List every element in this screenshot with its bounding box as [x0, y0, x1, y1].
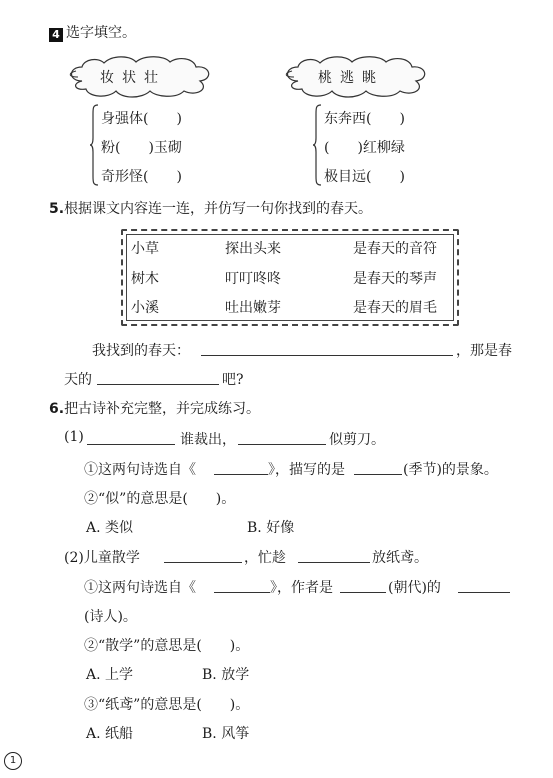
- q6-p1-blank-2[interactable]: [238, 444, 326, 445]
- q6-p1-s1-blank-2[interactable]: [354, 474, 402, 475]
- match-col1-item-3[interactable]: 小溪: [131, 300, 159, 316]
- q6-p2-s3-option-a[interactable]: A. 纸船: [86, 726, 134, 742]
- cloud-characters-1: 妆状壮: [100, 70, 166, 86]
- q6-p1-option-a[interactable]: A. 类似: [86, 520, 134, 536]
- q4-right-item-3: 极目远( ): [324, 169, 405, 185]
- q6-p2-s1-c: (朝代)的: [388, 580, 441, 596]
- q6-p1-text-1: 谁裁出，: [180, 432, 236, 448]
- q6-p2-text-1: ，忙趁: [244, 550, 286, 566]
- q6-p2-s1-d: (诗人)。: [84, 609, 137, 625]
- q6-title: 把古诗补充完整，并完成练习。: [64, 401, 261, 417]
- q6-p2-label: (2)儿童散学: [64, 550, 140, 566]
- q6-p2-s2-option-b[interactable]: B. 放学: [202, 667, 250, 683]
- q4-left-item-3: 奇形怪( ): [101, 169, 182, 185]
- q5-title: 根据课文内容连一连，并仿写一句你找到的春天。: [64, 201, 373, 217]
- match-col3-item-2[interactable]: 是春天的琴声: [353, 271, 437, 287]
- q5-answer-blank-2[interactable]: [97, 384, 219, 385]
- q4-heading: [49, 22, 136, 42]
- q6-p2-s1-blank-2[interactable]: [340, 592, 386, 593]
- right-brace-icon: [312, 104, 322, 186]
- q6-p2-s2: ②“散学”的意思是( )。: [84, 638, 250, 654]
- q6-p2-blank-2[interactable]: [298, 562, 370, 563]
- q6-p2-s1-blank-3[interactable]: [458, 592, 510, 593]
- q6-p2-s1-b: 》，作者是: [270, 580, 333, 596]
- q6-p2-s1-blank-1[interactable]: [214, 592, 270, 593]
- q5-line1-suffix: ，那是春: [456, 343, 512, 359]
- match-col3-item-3[interactable]: 是春天的眉毛: [353, 300, 437, 316]
- match-col2-item-3[interactable]: 吐出嫩芽: [225, 300, 281, 316]
- q6-p1-blank-1[interactable]: [87, 444, 175, 445]
- q6-p1-option-b[interactable]: B. 好像: [247, 520, 295, 536]
- q6-p2-s3-option-b[interactable]: B. 风筝: [202, 726, 250, 742]
- q6-p1-s2: ②“似”的意思是( )。: [84, 491, 236, 507]
- q6-p2-blank-1[interactable]: [164, 562, 242, 563]
- match-col1-item-2[interactable]: 树木: [131, 271, 159, 287]
- q6-p1-s1-a: ①这两句诗选自《: [84, 462, 196, 478]
- q6-p2-s1-a: ①这两句诗选自《: [84, 580, 196, 596]
- q5-heading: [49, 198, 372, 218]
- q6-p1-label: (1): [64, 429, 84, 445]
- q5-line1-prefix: 我找到的春天：: [92, 343, 190, 359]
- q5-line2-suffix: 吧?: [222, 372, 244, 388]
- q4-number: 4: [49, 28, 63, 42]
- q4-right-item-1: 东奔西( ): [324, 111, 405, 127]
- q5-answer-blank-1[interactable]: [201, 355, 453, 356]
- q4-left-item-1: 身强体( ): [101, 111, 182, 127]
- left-brace-icon: [89, 104, 99, 186]
- match-col1-item-1[interactable]: 小草: [131, 241, 159, 257]
- q5-number: 5.: [49, 201, 65, 217]
- match-col3-item-1[interactable]: 是春天的音符: [353, 241, 437, 257]
- q6-p1-s1-blank-1[interactable]: [214, 474, 268, 475]
- match-col2-item-1[interactable]: 探出头来: [225, 241, 281, 257]
- q6-number: 6.: [49, 401, 65, 417]
- q4-title: 选字填空。: [66, 25, 136, 41]
- q4-right-item-2: ( )红柳绿: [324, 140, 405, 156]
- q6-p1-text-2: 似剪刀。: [329, 432, 385, 448]
- cloud-characters-2: 桃逃眺: [318, 70, 384, 86]
- page-number: 1: [4, 752, 22, 770]
- q6-p2-text-2: 放纸鸢。: [372, 550, 428, 566]
- q6-heading: [49, 398, 260, 418]
- q6-p2-s3: ③“纸鸢”的意思是( )。: [84, 697, 250, 713]
- q6-p1-s1-c: (季节)的景象。: [403, 462, 498, 478]
- q4-left-item-2: 粉( )玉砌: [101, 140, 182, 156]
- q5-line2-prefix: 天的: [64, 372, 92, 388]
- q6-p1-s1-b: 》，描写的是: [268, 462, 345, 478]
- match-col2-item-2[interactable]: 叮叮咚咚: [225, 271, 281, 287]
- q6-p2-s2-option-a[interactable]: A. 上学: [86, 667, 134, 683]
